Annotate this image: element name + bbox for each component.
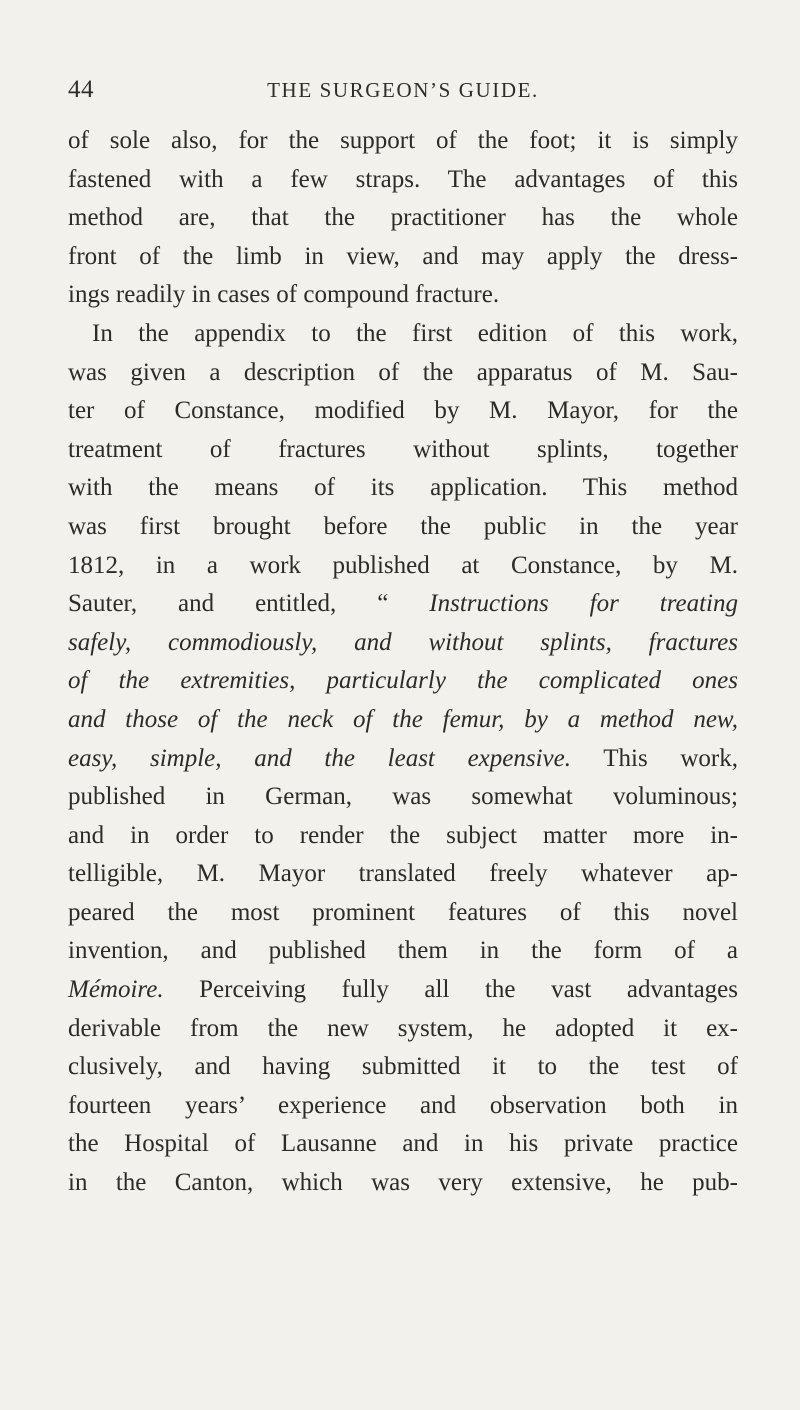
body-text — [68, 122, 738, 1203]
text-line: was given a description of the apparatus of M. Sau- — [68, 358, 738, 386]
text-line: ter of Constance, modified by M. Mayor, for the — [68, 397, 738, 425]
text-line: fourteen years’ experience and observation both in — [68, 1091, 738, 1119]
text-line: ings readily in cases of compound fracture. — [68, 281, 500, 309]
text-line: telligible, M. Mayor translated freely whatever ap- — [68, 860, 738, 888]
page-number: 44 — [68, 76, 94, 103]
text-line: peared the most prominent features of this novel — [68, 898, 738, 926]
text-line: In the appendix to the first edition of this work, — [92, 319, 738, 347]
text-line: was first brought before the public in the year — [68, 512, 738, 540]
text-line: clusively, and having submitted it to the test of — [68, 1053, 738, 1081]
text-line — [68, 740, 738, 779]
text-line: invention, and published them in the form of a — [68, 937, 738, 965]
italic-text-run: easy, simple, and the least expensive. — [68, 744, 571, 772]
text-line: fastened with a few straps. The advantages of this — [68, 165, 738, 193]
text-line — [68, 971, 738, 1010]
text-run: Sauter, and entitled, “ — [68, 590, 430, 618]
text-line — [68, 585, 738, 624]
text-line: in the Canton, which was very extensive, he pub- — [68, 1169, 738, 1197]
text-run: Perceiving fully all the vast advantages — [163, 976, 738, 1004]
running-head: THE SURGEON’S GUIDE. — [267, 78, 539, 102]
italic-text-run: Mémoire. — [68, 976, 164, 1004]
text-line: 1812, in a work published at Constance, by M. — [68, 551, 738, 579]
text-line: and in order to render the subject matter more in- — [68, 821, 738, 849]
text-line: front of the limb in view, and may apply the dress- — [68, 242, 738, 270]
page-header — [68, 76, 738, 116]
italic-text-run: Instructions for treating — [429, 590, 738, 618]
italic-text-line: and those of the neck of the femur, by a method new, — [68, 705, 738, 733]
italic-text-line: safely, commodiously, and without splints, fractures — [68, 628, 738, 656]
text-line: derivable from the new system, he adopted it ex- — [68, 1014, 738, 1042]
text-run: This work, — [570, 744, 739, 772]
text-line: of sole also, for the support of the foot; it is simply — [68, 127, 738, 154]
text-line: the Hospital of Lausanne and in his private practice — [68, 1130, 738, 1158]
text-line: published in German, was somewhat voluminous; — [68, 783, 738, 811]
text-line: method are, that the practitioner has the whole — [68, 204, 738, 232]
text-line: treatment of fractures without splints, together — [68, 435, 738, 463]
text-line: with the means of its application. This method — [68, 474, 738, 502]
italic-text-line: of the extremities, particularly the complicated ones — [68, 667, 738, 695]
